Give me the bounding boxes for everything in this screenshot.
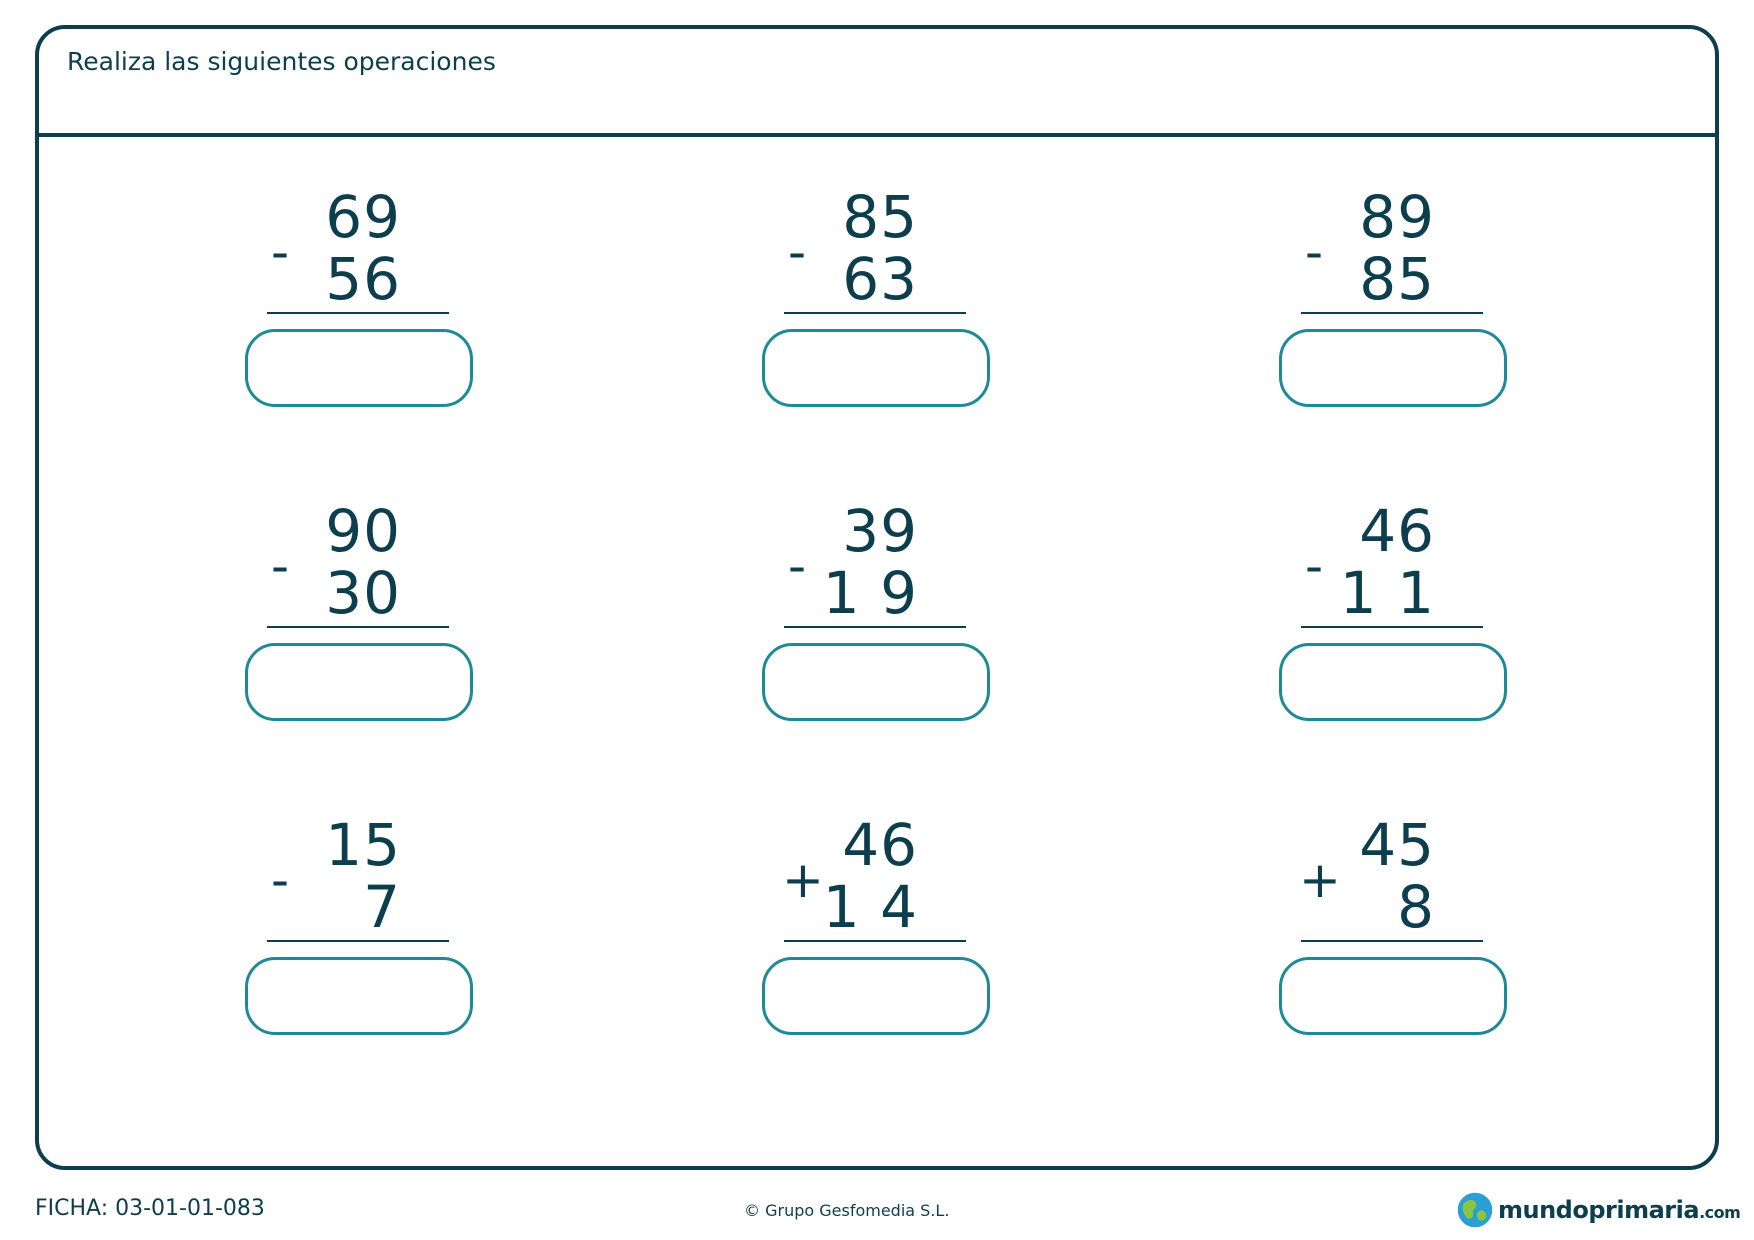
problem-8: [762, 811, 1002, 1054]
answer-box[interactable]: [1279, 957, 1507, 1035]
result-line: [267, 312, 449, 314]
answer-box[interactable]: [762, 329, 990, 407]
subtrahend: 30: [325, 559, 401, 627]
subtrahend: 85: [1359, 245, 1435, 313]
operator-sign: -: [270, 851, 290, 909]
worksheet-code: FICHA: 03-01-01-083: [35, 1196, 265, 1221]
logo-tld-text: .com: [1699, 1203, 1741, 1222]
problem-1: [245, 183, 485, 426]
result-line: [267, 940, 449, 942]
problem-5: [762, 497, 1002, 740]
addend-bottom: 8: [1397, 873, 1435, 941]
result-line: [784, 940, 966, 942]
result-line: [1301, 312, 1483, 314]
operator-sign: -: [787, 223, 807, 281]
minuend: 69: [325, 183, 401, 251]
problem-6: [1279, 497, 1519, 740]
answer-box[interactable]: [1279, 643, 1507, 721]
answer-box[interactable]: [245, 957, 473, 1035]
answer-box[interactable]: [245, 643, 473, 721]
problem-9: [1279, 811, 1519, 1054]
result-line: [267, 626, 449, 628]
addend-top: 46: [842, 811, 918, 879]
subtrahend: 63: [842, 245, 918, 313]
logo-wordmark: [1498, 1196, 1740, 1227]
answer-box[interactable]: [762, 643, 990, 721]
answer-box[interactable]: [762, 957, 990, 1035]
minuend: 85: [842, 183, 918, 251]
problem-3: [1279, 183, 1519, 426]
addend-top: 45: [1359, 811, 1435, 879]
problem-7: [245, 811, 485, 1054]
result-line: [784, 626, 966, 628]
subtrahend: 1 1: [1339, 559, 1435, 627]
subtrahend: 56: [325, 245, 401, 313]
operator-sign: +: [1299, 851, 1341, 909]
result-line: [1301, 940, 1483, 942]
operator-sign: -: [1304, 223, 1324, 281]
operator-sign: -: [787, 537, 807, 595]
subtrahend: 7: [363, 873, 401, 941]
minuend: 90: [325, 497, 401, 565]
subtrahend: 1 9: [822, 559, 918, 627]
answer-box[interactable]: [245, 329, 473, 407]
addend-bottom: 1 4: [822, 873, 918, 941]
globe-icon: [1456, 1191, 1494, 1229]
answer-box[interactable]: [1279, 329, 1507, 407]
instruction-text: Realiza las siguientes operaciones: [67, 47, 496, 76]
worksheet-header: [39, 29, 1715, 137]
minuend: 46: [1359, 497, 1435, 565]
result-line: [1301, 626, 1483, 628]
minuend: 39: [842, 497, 918, 565]
problem-2: [762, 183, 1002, 426]
minuend: 15: [325, 811, 401, 879]
logo-main-text: mundoprimaria: [1498, 1196, 1700, 1224]
result-line: [784, 312, 966, 314]
problem-4: [245, 497, 485, 740]
operator-sign: -: [270, 537, 290, 595]
operator-sign: -: [1304, 537, 1324, 595]
minuend: 89: [1359, 183, 1435, 251]
mundoprimaria-logo[interactable]: [1456, 1191, 1741, 1231]
copyright-notice: © Grupo Gesfomedia S.L.: [744, 1201, 950, 1220]
operator-sign: -: [270, 223, 290, 281]
operator-sign: +: [782, 851, 824, 909]
